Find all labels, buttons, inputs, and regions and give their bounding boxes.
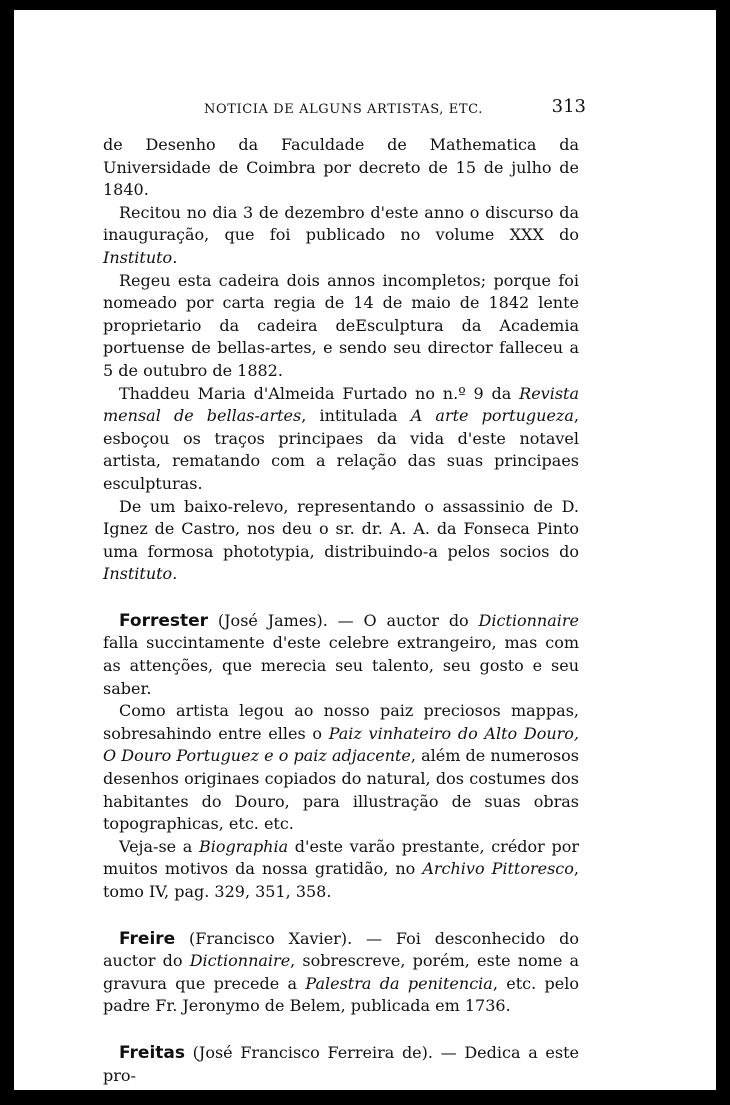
- paragraph-reference: [103, 836, 579, 904]
- book-page: [14, 10, 716, 1090]
- running-head: NOTICIA DE ALGUNS ARTISTAS, ETC.: [204, 102, 483, 117]
- entry-name: Freitas: [119, 1042, 185, 1063]
- paragraph-text: (José Francisco Ferreira de). — Dedica a este pro-: [103, 1042, 579, 1085]
- paragraph-relief: [103, 496, 579, 586]
- paragraph-text: Como artista legou ao nosso paiz preciosos mappas, sobresahindo entre elles o: [103, 701, 579, 743]
- italic-title: Archivo Pittoresco: [422, 859, 574, 879]
- italic-title: A arte portugueza: [410, 406, 574, 426]
- paragraph-continuation: [103, 134, 579, 202]
- paragraph-text: , etc. pelo padre Fr. Jeronymo de Belem, publicada em 1736.: [103, 973, 579, 1016]
- paragraph-text: de Desenho da Faculdade de Mathematica da Universidade de Coimbra por decreto de 15 de julho de 1840.: [103, 135, 579, 200]
- body-text: [103, 134, 579, 1087]
- entry-name: Forrester: [119, 610, 209, 631]
- paragraph-text: (Francisco Xavier). — Foi desconhecido do auctor do: [103, 928, 579, 971]
- page-number: 313: [551, 96, 586, 117]
- paragraph-text: Veja-se a: [119, 836, 199, 856]
- italic-title: Dictionnaire: [478, 610, 579, 630]
- paragraph-text: , tomo IV, pag. 329, 351, 358.: [103, 859, 579, 901]
- paragraph-inauguration: [103, 202, 579, 270]
- paragraph-text: De um baixo-relevo, representando o assassinio de D. Ignez de Castro, nos deu o sr. dr. A. A. da Fonseca Pinto uma formosa phototypia, distribuindo-a pelos socios do: [103, 496, 579, 561]
- paragraph-text: Regeu esta cadeira dois annos incompletos; porque foi nomeado por carta regia de 14 de maio de 1842 lente proprietario da cadeira deEsculptura da Academia portuense de bellas-artes, e sendo seu director falleceu a 5 de outubro de 1882.: [103, 270, 579, 380]
- italic-title: Instituto: [103, 564, 173, 584]
- paragraph-text: Recitou no dia 3 de dezembro d'este anno o discurso da inauguração, que foi publicado no volume XXX do: [103, 202, 579, 245]
- paragraph-text: .: [172, 564, 178, 584]
- entry-freire: [103, 928, 579, 1018]
- italic-title: Dictionnaire: [189, 951, 291, 971]
- entry-name: Freire: [119, 928, 176, 949]
- paragraph-text: , esboçou os traços principaes da vida d'este notavel artista, rematando com a relação das suas principaes esculpturas.: [103, 406, 579, 493]
- italic-title: Palestra da penitencia: [305, 973, 493, 993]
- paragraph-maps: [103, 700, 579, 836]
- italic-title: Instituto: [103, 247, 173, 267]
- italic-title: Biographia: [199, 836, 289, 856]
- italic-title: Paiz vinhateiro do Alto Douro, O Douro Portuguez e o paiz adjacente: [103, 723, 579, 766]
- paragraph-text: , intitulada: [301, 406, 411, 426]
- entry-forrester: [103, 610, 579, 700]
- italic-title: Revista mensal de bellas-artes: [103, 383, 579, 426]
- paragraph-career: [103, 270, 579, 383]
- paragraph-biography: [103, 383, 579, 496]
- paragraph-text: , além de numerosos desenhos originaes copiados do natural, dos costumes dos habitantes do Douro, para illustração de suas obras topographicas, etc. etc.: [103, 746, 579, 834]
- entry-freitas: [103, 1042, 579, 1087]
- paragraph-text: Thaddeu Maria d'Almeida Furtado no n.º 9 da: [119, 383, 520, 403]
- paragraph-text: , sobrescreve, porém, este nome a gravura que precede a: [103, 951, 580, 993]
- paragraph-text: falla succintamente d'este celebre extrangeiro, mas com as attenções, que merecia seu talento, seu gosto e seu saber.: [103, 633, 579, 698]
- page-header: [14, 96, 716, 120]
- paragraph-text: (José James). — O auctor do: [208, 610, 479, 630]
- paragraph-text: .: [172, 247, 178, 267]
- paragraph-text: d'este varão prestante, crédor por muitos motivos da nossa gratidão, no: [103, 836, 579, 879]
